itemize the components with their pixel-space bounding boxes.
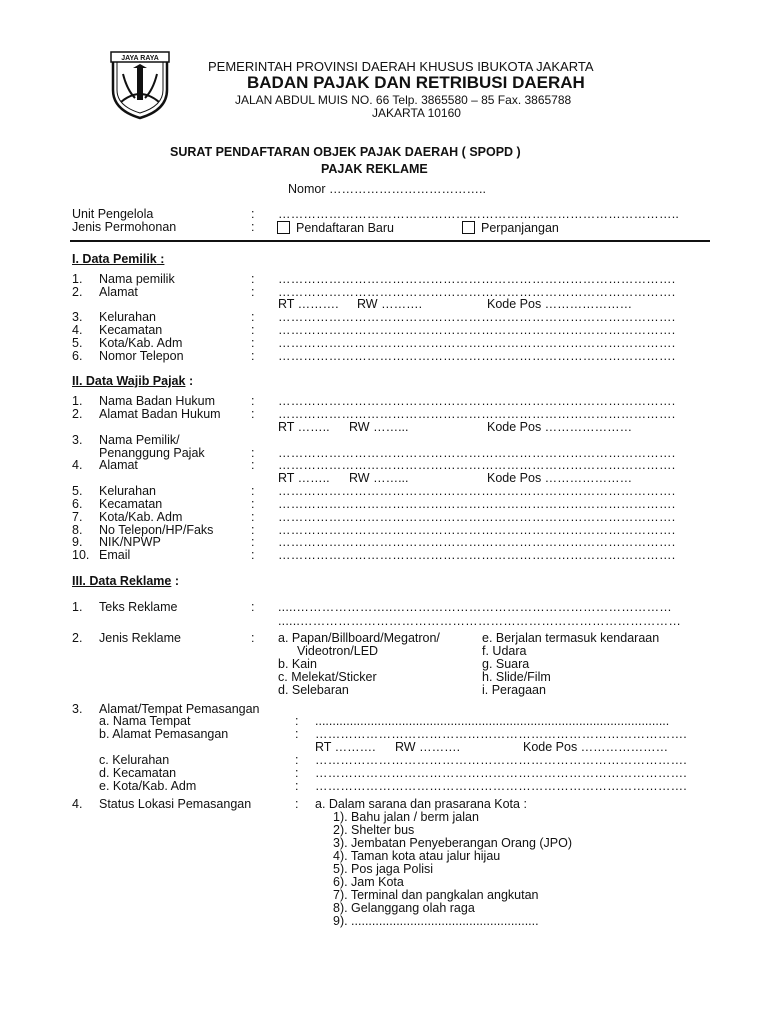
label-taxpayer-name-2: Penanggung Pajak	[99, 446, 205, 460]
field-kelurahan[interactable]: ………………………………………………………………………………….	[278, 484, 676, 498]
checkbox-icon[interactable]	[277, 221, 290, 234]
header-address: JALAN ABDUL MUIS NO. 66 Telp. 3865580 – 85 Fax. 3865788	[235, 93, 572, 107]
field-kelurahan[interactable]: ………………………………………………………………………………….	[278, 310, 676, 324]
colon: :	[251, 349, 255, 363]
field-rt[interactable]: RT ……..	[278, 420, 330, 434]
status-option-4[interactable]: 4). Taman kota atau jalur hijau	[333, 849, 501, 863]
field-rt[interactable]: RT ……….	[315, 740, 376, 754]
jakarta-emblem-logo	[107, 50, 173, 120]
item-number: 1.	[72, 272, 83, 286]
colon: :	[295, 714, 299, 728]
jenis-label: Jenis Permohonan	[72, 220, 177, 234]
field-postal-code[interactable]: Kode Pos …………………	[487, 297, 633, 311]
field-taxpayer-address[interactable]: ………………………………………………………………………………….	[278, 458, 676, 472]
label-email: Email	[99, 548, 131, 562]
ad-type-a-cont: Videotron/LED	[297, 644, 379, 658]
field-postal-code[interactable]: Kode Pos …………………	[487, 471, 633, 485]
item-number: 3.	[72, 702, 83, 716]
ad-type-b[interactable]: b. Kain	[278, 657, 317, 671]
status-option-5[interactable]: 5). Pos jaga Polisi	[333, 862, 434, 876]
item-number: 4.	[72, 458, 83, 472]
status-option-3[interactable]: 3). Jembatan Penyeberangan Orang (JPO)	[333, 836, 573, 850]
label-location-status: Status Lokasi Pemasangan	[99, 797, 252, 811]
colon: :	[295, 727, 299, 741]
section3-title: III. Data Reklame :	[72, 574, 179, 588]
item-number: 9.	[72, 535, 83, 549]
label-place-name: a. Nama Tempat	[99, 714, 191, 728]
label-taxpayer-name: Nama Pemilik/	[99, 433, 180, 447]
field-owner-address[interactable]: ………………………………………………………………………………….	[278, 285, 676, 299]
item-number: 4.	[72, 323, 83, 337]
colon: :	[251, 446, 255, 460]
colon: :	[251, 323, 255, 337]
colon: :	[251, 510, 255, 524]
item-number: 2.	[72, 631, 83, 645]
label-kelurahan: Kelurahan	[99, 310, 156, 324]
status-option-9[interactable]: 9). ......................................................	[333, 914, 539, 928]
option-new-registration[interactable]	[277, 221, 394, 235]
option-new-label: Pendaftaran Baru	[296, 221, 394, 235]
status-option-6[interactable]: 6). Jam Kota	[333, 875, 404, 889]
label-install-location: Alamat/Tempat Pemasangan	[99, 702, 260, 716]
colon: :	[295, 766, 299, 780]
colon: :	[295, 779, 299, 793]
status-option-a[interactable]: a. Dalam sarana dan prasarana Kota :	[315, 797, 527, 811]
label-kota: Kota/Kab. Adm	[99, 510, 183, 524]
label-taxpayer-address: Alamat	[99, 458, 138, 472]
field-entity-name[interactable]: ………………………………………………………………………………….	[278, 394, 676, 408]
colon: :	[251, 336, 255, 350]
item-number: 6.	[72, 349, 83, 363]
label-kelurahan: c. Kelurahan	[99, 753, 170, 767]
colon: :	[251, 535, 255, 549]
label-entity-address: Alamat Badan Hukum	[99, 407, 221, 421]
item-number: 2.	[72, 407, 83, 421]
ad-type-d[interactable]: d. Selebaran	[278, 683, 349, 697]
ad-type-i[interactable]: i. Peragaan	[482, 683, 546, 697]
item-number: 3.	[72, 310, 83, 324]
ad-type-h[interactable]: h. Slide/Film	[482, 670, 551, 684]
colon: :	[251, 548, 255, 562]
field-install-address[interactable]: …………………………………………………………………………….	[315, 727, 687, 741]
status-option-2[interactable]: 2). Shelter bus	[333, 823, 415, 837]
status-option-1[interactable]: 1). Bahu jalan / berm jalan	[333, 810, 479, 824]
field-postal-code[interactable]: Kode Pos …………………	[523, 740, 669, 754]
header-agency: BADAN PAJAK DAN RETRIBUSI DAERAH	[247, 73, 585, 92]
label-kecamatan: Kecamatan	[99, 497, 163, 511]
label-kota: Kota/Kab. Adm	[99, 336, 183, 350]
field-taxpayer-name[interactable]: ………………………………………………………………………………….	[278, 446, 676, 460]
field-rt[interactable]: RT ……….	[278, 297, 339, 311]
header-city: JAKARTA 10160	[372, 106, 461, 120]
ad-type-a[interactable]: a. Papan/Billboard/Megatron/	[278, 631, 440, 645]
field-kecamatan[interactable]: ………………………………………………………………………………….	[278, 323, 676, 337]
field-kota[interactable]: ………………………………………………………………………………….	[278, 510, 676, 524]
label-kelurahan: Kelurahan	[99, 484, 156, 498]
colon: :	[251, 310, 255, 324]
field-rw[interactable]: RW ……….	[395, 740, 461, 754]
colon: :	[251, 207, 255, 221]
form-title: SURAT PENDAFTARAN OBJEK PAJAK DAERAH ( SPOPD )	[170, 145, 521, 159]
label-entity-name: Nama Badan Hukum	[99, 394, 216, 408]
form-subtitle: PAJAK REKLAME	[321, 162, 428, 176]
item-number: 5.	[72, 336, 83, 350]
item-number: 6.	[72, 497, 83, 511]
field-kecamatan[interactable]: ………………………………………………………………………………….	[278, 497, 676, 511]
item-number: 8.	[72, 523, 83, 537]
item-number: 4.	[72, 797, 83, 811]
field-nik-npwp[interactable]: ………………………………………………………………………………….	[278, 535, 676, 549]
status-option-8[interactable]: 8). Gelanggang olah raga	[333, 901, 475, 915]
field-ad-text[interactable]: .....…………………..…………………………………………………………	[278, 600, 673, 614]
colon: :	[251, 458, 255, 472]
colon: :	[251, 285, 255, 299]
colon: :	[251, 523, 255, 537]
colon: :	[295, 797, 299, 811]
field-owner-name[interactable]: ………………………………………………………………………………….	[278, 272, 676, 286]
label-owner-address: Alamat	[99, 285, 138, 299]
field-rw[interactable]: RW ……...	[349, 420, 409, 434]
field-phone-fax[interactable]: ………………………………………………………………………………….	[278, 523, 676, 537]
item-number: 1.	[72, 394, 83, 408]
label-phone: Nomor Telepon	[99, 349, 184, 363]
form-number: Nomor ………………………………..	[288, 182, 486, 196]
unit-field[interactable]: …………………………………………………………………………………..	[278, 207, 680, 221]
field-place-name[interactable]: ......................................................................................................	[315, 714, 670, 728]
field-kecamatan[interactable]: …………………………………………………………………………….	[315, 766, 687, 780]
field-kelurahan[interactable]: …………………………………………………………………………….	[315, 753, 687, 767]
label-nik-npwp: NIK/NPWP	[99, 535, 161, 549]
field-rw[interactable]: RW ……….	[357, 297, 423, 311]
label-kecamatan: Kecamatan	[99, 323, 163, 337]
field-ad-text-2[interactable]: ......………………………………………………………………………………	[278, 614, 682, 628]
ad-type-e[interactable]: e. Berjalan termasuk kendaraan	[482, 631, 660, 645]
field-rt[interactable]: RT ……..	[278, 471, 330, 485]
label-ad-type: Jenis Reklame	[99, 631, 181, 645]
field-email[interactable]: ………………………………………………………………………………….	[278, 548, 676, 562]
field-postal-code[interactable]: Kode Pos …………………	[487, 420, 633, 434]
logo-text: JAYA RAYA	[121, 55, 159, 62]
label-kota: e. Kota/Kab. Adm	[99, 779, 197, 793]
option-renewal[interactable]	[462, 221, 559, 235]
label-kecamatan: d. Kecamatan	[99, 766, 177, 780]
label-ad-text: Teks Reklame	[99, 600, 178, 614]
label-install-address: b. Alamat Pemasangan	[99, 727, 229, 741]
colon: :	[251, 484, 255, 498]
status-option-7[interactable]: 7). Terminal dan pangkalan angkutan	[333, 888, 539, 902]
label-phone-fax: No Telepon/HP/Faks	[99, 523, 214, 537]
divider	[70, 240, 710, 242]
colon: :	[295, 753, 299, 767]
section1-title: I. Data Pemilik :	[72, 252, 165, 266]
colon: :	[251, 407, 255, 421]
colon: :	[251, 497, 255, 511]
colon: :	[251, 272, 255, 286]
item-number: 2.	[72, 285, 83, 299]
item-number: 3.	[72, 433, 83, 447]
colon: :	[251, 631, 255, 645]
item-number: 10.	[72, 548, 90, 562]
item-number: 7.	[72, 510, 83, 524]
colon: :	[251, 600, 255, 614]
field-kota[interactable]: ………………………………………………………………………………….	[278, 336, 676, 350]
ad-type-c[interactable]: c. Melekat/Sticker	[278, 670, 377, 684]
ad-type-g[interactable]: g. Suara	[482, 657, 530, 671]
field-entity-address[interactable]: ………………………………………………………………………………….	[278, 407, 676, 421]
section2-title: II. Data Wajib Pajak :	[72, 374, 194, 388]
header-government: PEMERINTAH PROVINSI DAERAH KHUSUS IBUKOTA JAKARTA	[208, 59, 594, 74]
ad-type-f[interactable]: f. Udara	[482, 644, 527, 658]
item-number: 5.	[72, 484, 83, 498]
field-phone[interactable]: ………………………………………………………………………………….	[278, 349, 676, 363]
field-rw[interactable]: RW ……...	[349, 471, 409, 485]
colon: :	[251, 220, 255, 234]
field-kota[interactable]: …………………………………………………………………………….	[315, 779, 687, 793]
unit-label: Unit Pengelola	[72, 207, 154, 221]
item-number: 1.	[72, 600, 83, 614]
checkbox-icon[interactable]	[462, 221, 475, 234]
colon: :	[251, 394, 255, 408]
option-renewal-label: Perpanjangan	[481, 221, 559, 235]
label-owner-name: Nama pemilik	[99, 272, 175, 286]
